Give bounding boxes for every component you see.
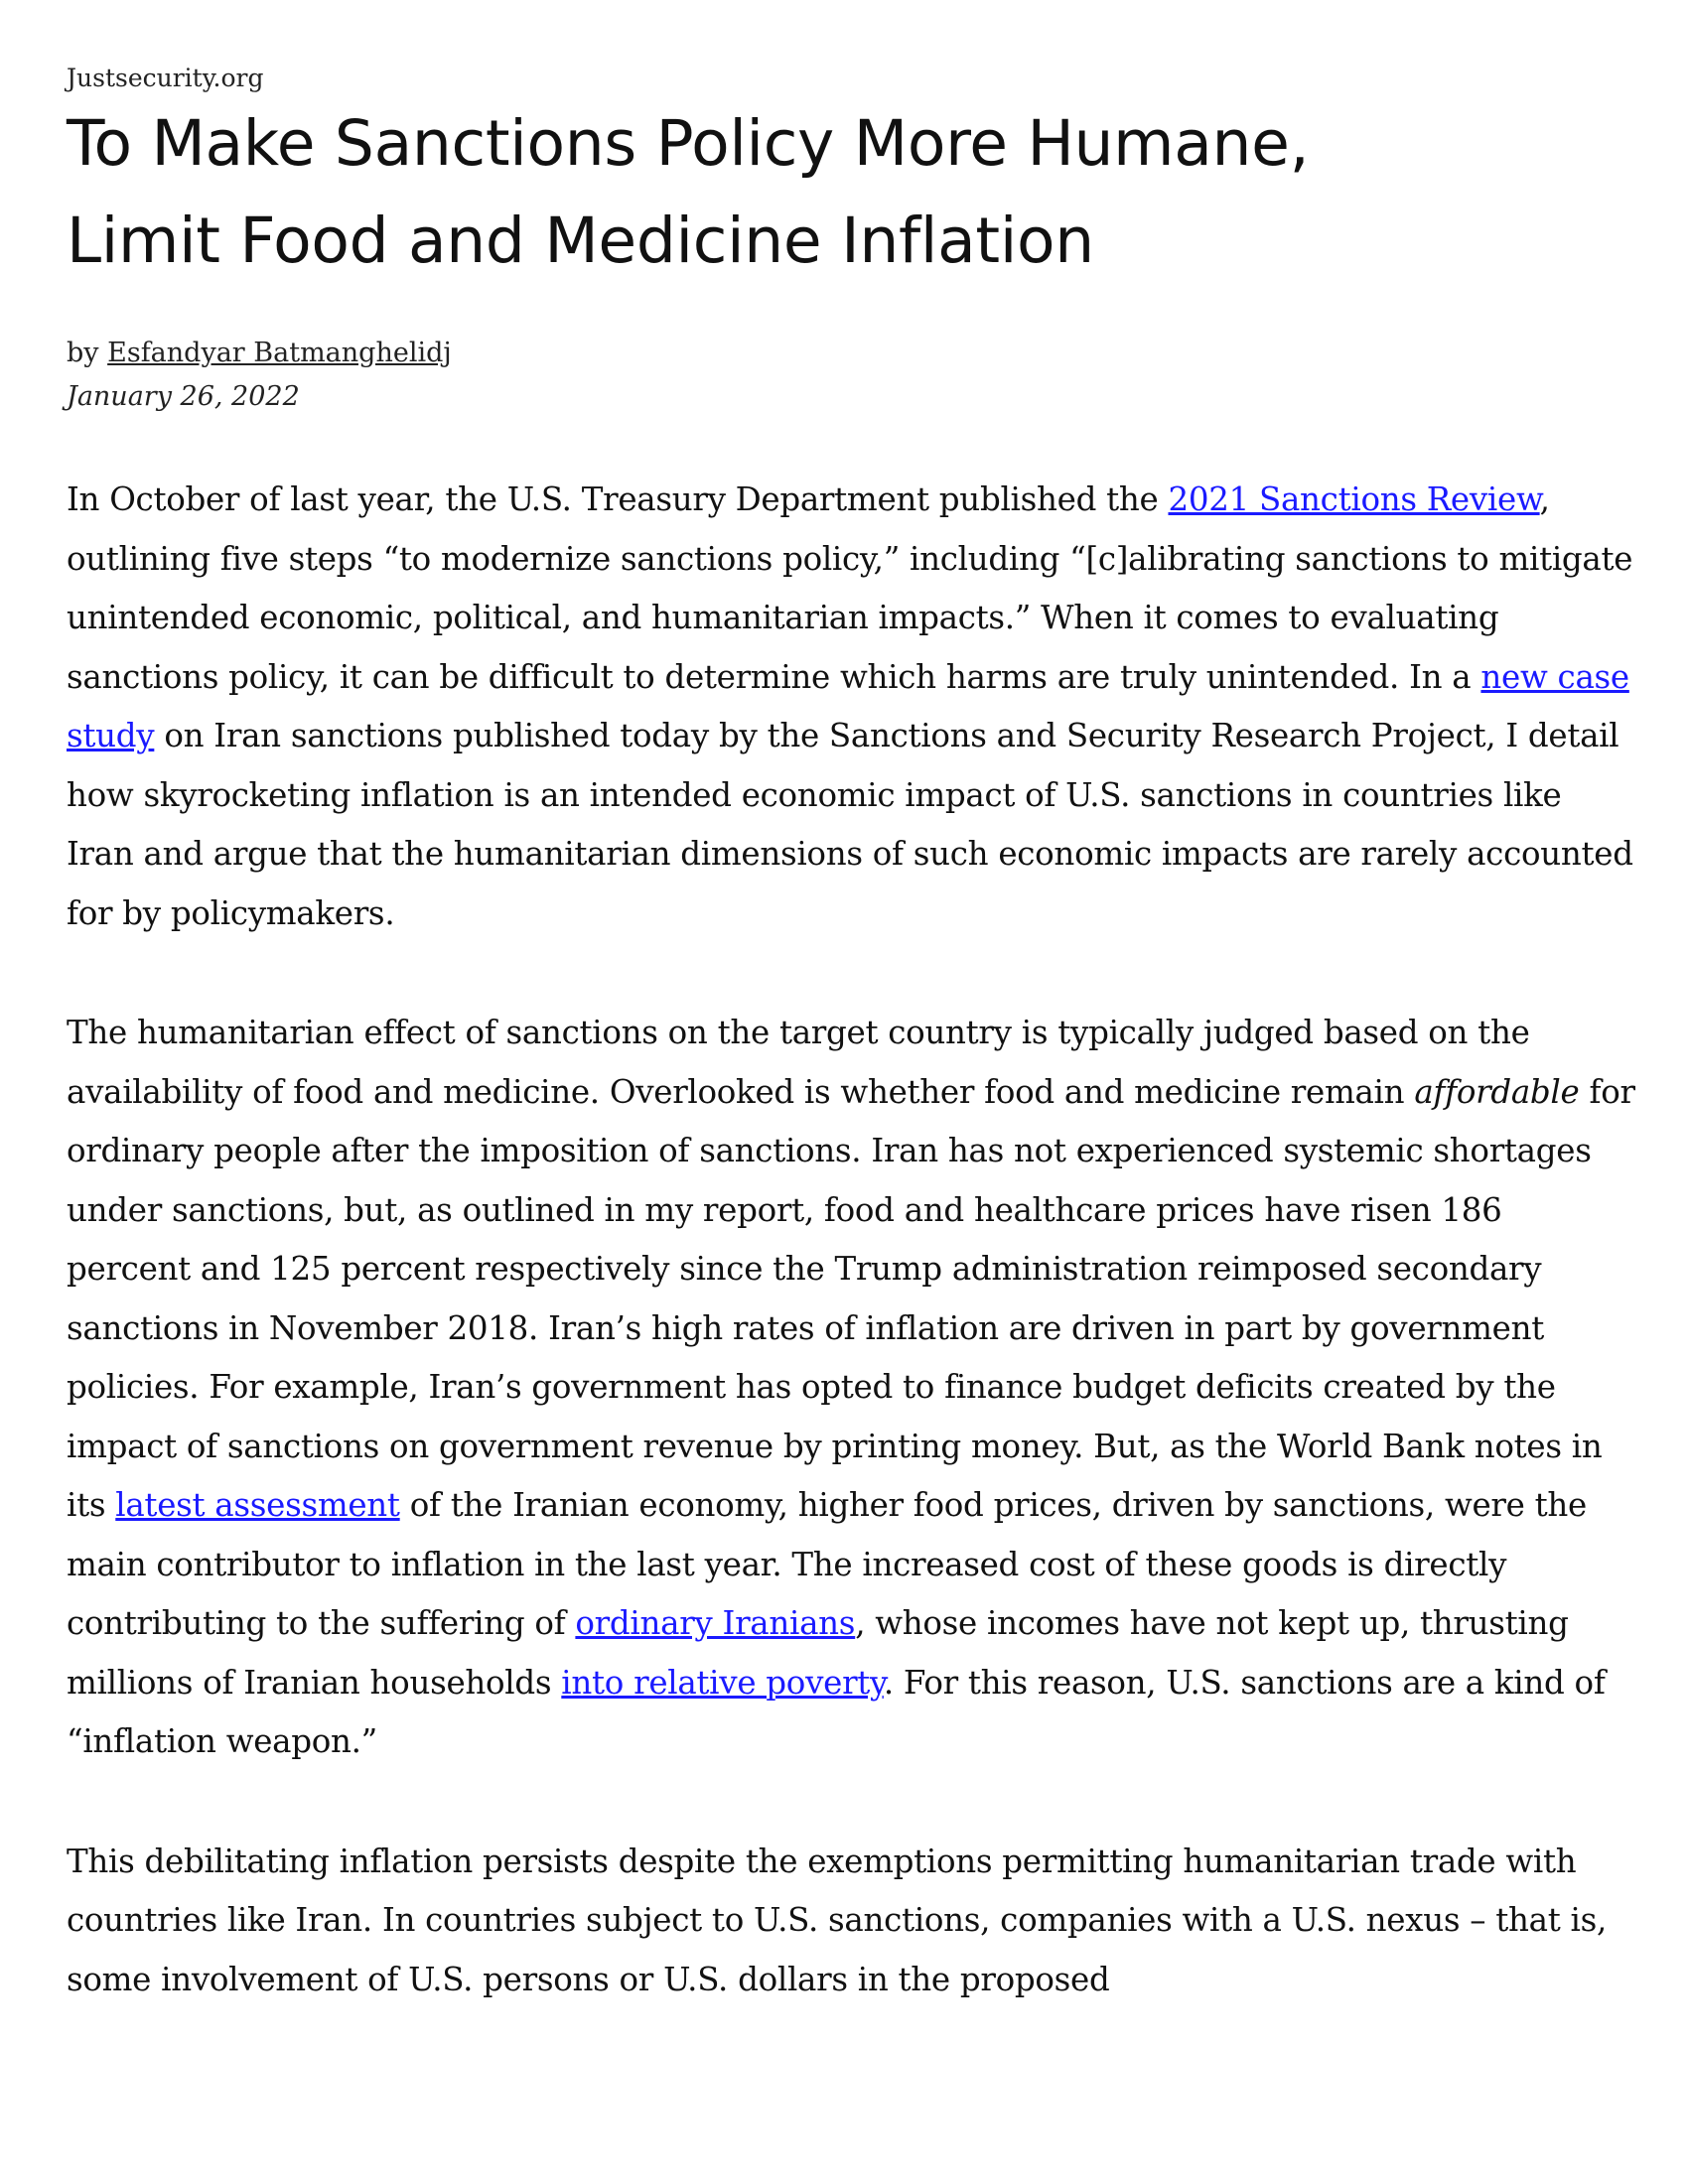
byline-prefix: by (67, 338, 108, 368)
title-line-1: To Make Sanctions Policy More Humane, (67, 107, 1310, 180)
article (67, 62, 1635, 2009)
ordinary-iranians-link[interactable]: ordinary Iranians (575, 1604, 856, 1642)
paragraph-2-text-3: of the Iranian economy, higher food prices, driven by sanctions, were the main contributor to inflation in the last year. The increased cost of these goods is directly contributing to the suffering of (67, 1486, 1587, 1642)
paragraph-2-text-2: for ordinary people after the imposition of sanctions. Iran has not experienced systemic shortages under sanctions, but, as outlined in my report, food and healthcare prices have risen 186 percent and 125 percent respectively since the Trump administration reimposed secondary sanctions in November 2018. Iran’s high rates of inflation are driven in part by government policies. For example, Iran’s government has opted to finance budget deficits created by the impact of sanctions on government revenue by printing money. But, as the World Bank notes in its (67, 1072, 1635, 1524)
byline (67, 330, 1635, 377)
sanctions-review-link[interactable]: 2021 Sanctions Review (1168, 480, 1540, 518)
paragraph-2-text-4: , whose incomes have not kept up, thrusting millions of Iranian households (67, 1604, 1569, 1702)
publish-date: January 26, 2022 (67, 381, 300, 412)
paragraph-1 (67, 471, 1635, 943)
paragraph-3-text-1: This debilitating inflation persists despite the exemptions permitting humanitarian trade with countries like Iran. In countries subject to U.S. sanctions, companies with a U.S. nexus – that is, some involvement of U.S. persons or U.S. dollars in the proposed (67, 1842, 1608, 1998)
affordable-emphasis: affordable (1414, 1072, 1580, 1111)
title-line-2: Limit Food and Medicine Inflation (67, 205, 1094, 277)
paragraph-2 (67, 1004, 1635, 1772)
new-case-study-link[interactable]: new case study (67, 657, 1629, 754)
paragraph-2-text-1: The humanitarian effect of sanctions on the target country is typically judged based on the availability of food and medicine. Overlooked is whether food and medicine remain (67, 1014, 1530, 1111)
author-link[interactable]: Esfandyar Batmanghelidj (107, 338, 452, 368)
paragraph-1-text-3: on Iran sanctions published today by the Sanctions and Security Research Project, I detail how skyrocketing inflation is an intended economic impact of U.S. sanctions in countries like Iran and argue that the humanitarian dimensions of such economic impacts are rarely accounted for by policymakers. (67, 717, 1633, 932)
article-title (67, 95, 1635, 290)
site-name: Justsecurity.org (67, 64, 264, 92)
relative-poverty-link[interactable]: into relative poverty (561, 1663, 884, 1702)
paragraph-3 (67, 1833, 1635, 2010)
paragraph-2-text-5: . For this reason, U.S. sanctions are a kind of “inflation weapon.” (67, 1663, 1606, 1760)
latest-assessment-link[interactable]: latest assessment (115, 1486, 400, 1524)
paragraph-1-text-2: , outlining five steps “to modernize sanctions policy,” including “[c]alibrating sanctions to mitigate unintended economic, political, and humanitarian impacts.” When it comes to evaluating sanctions policy, it can be difficult to determine which harms are truly unintended. In a (67, 480, 1633, 696)
paragraph-1-text-1: In October of last year, the U.S. Treasury Department published the (67, 480, 1169, 518)
